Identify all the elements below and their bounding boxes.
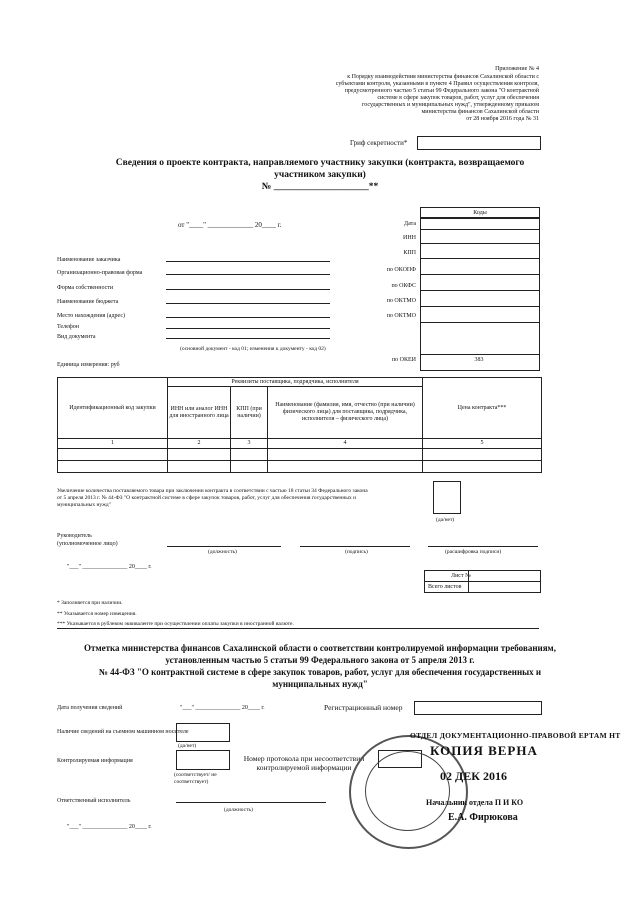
label-okopf: по ОКОПФ [386,267,416,273]
col-inn: ИНН или аналог ИНН для иностранного лица [168,387,231,439]
bottom-date: "___" _______________ 20____ г. [67,824,152,830]
ownership-field[interactable] [166,289,330,290]
appendix-number: Приложение № 4 [495,66,539,72]
caption-sign: (подпись) [345,549,368,555]
label-customer: Наименование заказчика [57,257,121,263]
label-inn: ИНН [403,235,416,241]
position-field[interactable] [167,546,281,547]
legal-form-field[interactable] [166,274,330,275]
head-label-2: (уполномоченное лицо) [57,541,118,547]
col-num: 5 [423,439,542,449]
document-number: № ____________________** [261,182,379,192]
appendix-line: государственных и муниципальных нужд", утвержденному приказом [361,102,539,108]
label-date: Дата [404,221,416,227]
col-kpp: КПП (при наличии) [231,387,268,439]
seal-inner-ring [365,751,450,831]
stamp-date: 02 ДЕК 2016 [440,769,507,783]
document-date: от "____" _____________ 20____ г. [178,221,282,229]
table-cell[interactable] [423,449,542,461]
mark-title-4: муниципальных нужд" [272,679,368,689]
label-okfs: по ОКФС [391,283,416,289]
controlled-label: Контролируемая информация [57,758,133,764]
footnote: ** Указывается номер извещения. [57,611,137,617]
label-oktmo-2: по ОКТМО [386,313,416,319]
increase-text: Увеличение количества поставляемого товара при заключении контракта в соответствии с частью 18 статьи 34 Федерального закона [57,488,368,494]
col-supplier-name: Наименование (фамилия, имя, отчество (при наличии) физического лица) для поставщика, подрядчика, исполнителя – физического лица) [268,387,423,439]
secrecy-field[interactable] [417,136,541,150]
codes-column [420,217,540,371]
label-ownership: Форма собственности [57,285,114,291]
codes-header-label: Коды [473,210,487,216]
codes-divider [421,274,539,275]
reg-number-label: Регистрационный номер [324,703,403,712]
presence-box[interactable] [176,723,230,742]
col-num: 2 [168,439,231,449]
supplier-group-header: Реквизиты поставщика, подрядчика, исполнителя [168,378,423,387]
mark-title-2: установленным частью 5 статьи 99 Федерального закона от 5 апреля 2013 г. [165,655,475,665]
unit-label: Единица измерения: руб [57,362,120,368]
table-cell[interactable] [268,461,423,473]
appendix-line: предусмотренного частью 5 статьи 99 Федерального закона "О контрактной [344,88,539,94]
supplier-table [57,377,542,473]
budget-field[interactable] [166,303,330,304]
responsible-caption: (должность) [224,807,253,813]
stamp-head: Начальник отдела П И КО [426,798,524,807]
col-purchase-code: Идентификационный код закупки [58,378,168,439]
label-okei: по ОКЕИ [391,357,416,363]
received-date: "___" _______________ 20____ г. [180,705,265,711]
caption-position: (должность) [208,549,237,555]
doc-type-field[interactable] [166,338,330,339]
decode-field[interactable] [428,546,538,547]
col-num: 1 [58,439,168,449]
footnote: * Заполняется при наличии. [57,600,123,606]
codes-divider [421,290,539,291]
table-cell[interactable] [168,461,231,473]
table-row [58,461,542,473]
secrecy-label: Гриф секретности* [350,139,408,147]
stamp-department: ОТДЕЛ ДОКУМЕНТАЦИОННО-ПРАВОВОЙ ЕРТАМ НТ [410,731,621,740]
codes-divider [421,229,539,230]
col-contract-price: Цена контракта*** [423,378,542,439]
increase-text: муниципальных нужд" [57,502,111,508]
label-legal-form: Организационно-правовая форма [57,270,143,276]
responsible-field[interactable] [176,802,326,803]
okei-code: 383 [474,357,484,363]
mark-title-3: № 44-ФЗ "О контрактной системе в сфере закупок товаров, работ, услуг для обеспечения государственных и [98,667,542,677]
table-row [58,449,542,461]
label-doc-type: Вид документа [57,334,96,340]
table-cell[interactable] [168,449,231,461]
label-kpp: КПП [403,250,416,256]
doc-type-note: (основной документ - код 01; изменения к документу - код 02) [180,346,326,352]
appendix-line: системе в сфере закупок товаров, работ, услуг для обеспечения [377,95,539,101]
presence-label: Наличие сведений на съемном машинном носителе [57,729,189,735]
label-oktmo: по ОКТМО [386,298,416,304]
appendix-line: от 28 ноября 2016 года № 31 [466,116,539,122]
signature-field[interactable] [300,546,410,547]
increase-box[interactable] [433,481,461,514]
appendix-line: субъектами контроля, указанными в пункте 4 Правил осуществления контроля, [335,81,539,87]
label-phone: Телефон [57,324,79,330]
responsible-label: Ответственный исполнитель [57,798,131,804]
codes-divider [421,306,539,307]
table-cell[interactable] [268,449,423,461]
table-cell[interactable] [58,461,168,473]
footnote: *** Указывается в рублевом эквиваленте при осуществлении оплаты закупки в иностранной валюте. [57,621,294,627]
sheets-total-label: Всего листов [428,584,462,590]
appendix-line: к Порядку взаимодействия министерства финансов Сахалинской области с [347,74,539,80]
col-num: 3 [231,439,268,449]
label-address: Место нахождения (адрес) [57,313,126,319]
table-cell[interactable] [423,461,542,473]
phone-field[interactable] [166,328,330,329]
table-cell[interactable] [58,449,168,461]
increase-text: от 5 апреля 2013 г. № 44-ФЗ "О контрактной системе в сфере закупок товаров, работ, услуг для обеспечения государственных и [57,495,357,501]
table-cell[interactable] [231,461,268,473]
table-cell[interactable] [231,449,268,461]
mark-title: Отметка министерства финансов Сахалинской области о соответствии контролируемой информации требованиям, [84,643,556,653]
presence-caption: (да/нет) [178,743,197,749]
label-budget: Наименование бюджета [57,299,119,305]
customer-field[interactable] [166,261,330,262]
controlled-caption: (соответствует/ не соответствует) [174,772,217,785]
reg-number-field[interactable] [414,701,542,715]
controlled-box[interactable] [176,750,230,770]
sheet-divider [468,570,469,592]
caption-decode: (расшифровка подписи) [445,549,502,555]
received-label: Дата получения сведений [57,705,123,711]
codes-divider [421,322,539,323]
footnote-rule [57,628,539,629]
stamp-copy-valid: КОПИЯ ВЕРНА [430,743,538,758]
page-title: Сведения о проекте контракта, направляемого участнику закупки (контракта, возвращаемого [115,158,525,168]
codes-divider [421,258,539,259]
signature-date: "___" _______________ 20____ г. [67,564,152,570]
codes-divider [421,354,539,355]
page-title-line2: участником закупки) [274,170,366,180]
protocol-label: Номер протокола при несоответствии контролируемой информации [243,754,365,772]
col-num: 4 [268,439,423,449]
codes-divider [421,243,539,244]
stamp-name: Е.А. Фирюкова [448,812,518,823]
head-label: Руководитель [57,533,92,539]
increase-caption: (да/нет) [436,517,455,523]
sheet-no-label: Лист № [451,573,471,579]
address-field[interactable] [166,317,330,318]
appendix-line: министерства финансов Сахалинской области [421,109,539,115]
